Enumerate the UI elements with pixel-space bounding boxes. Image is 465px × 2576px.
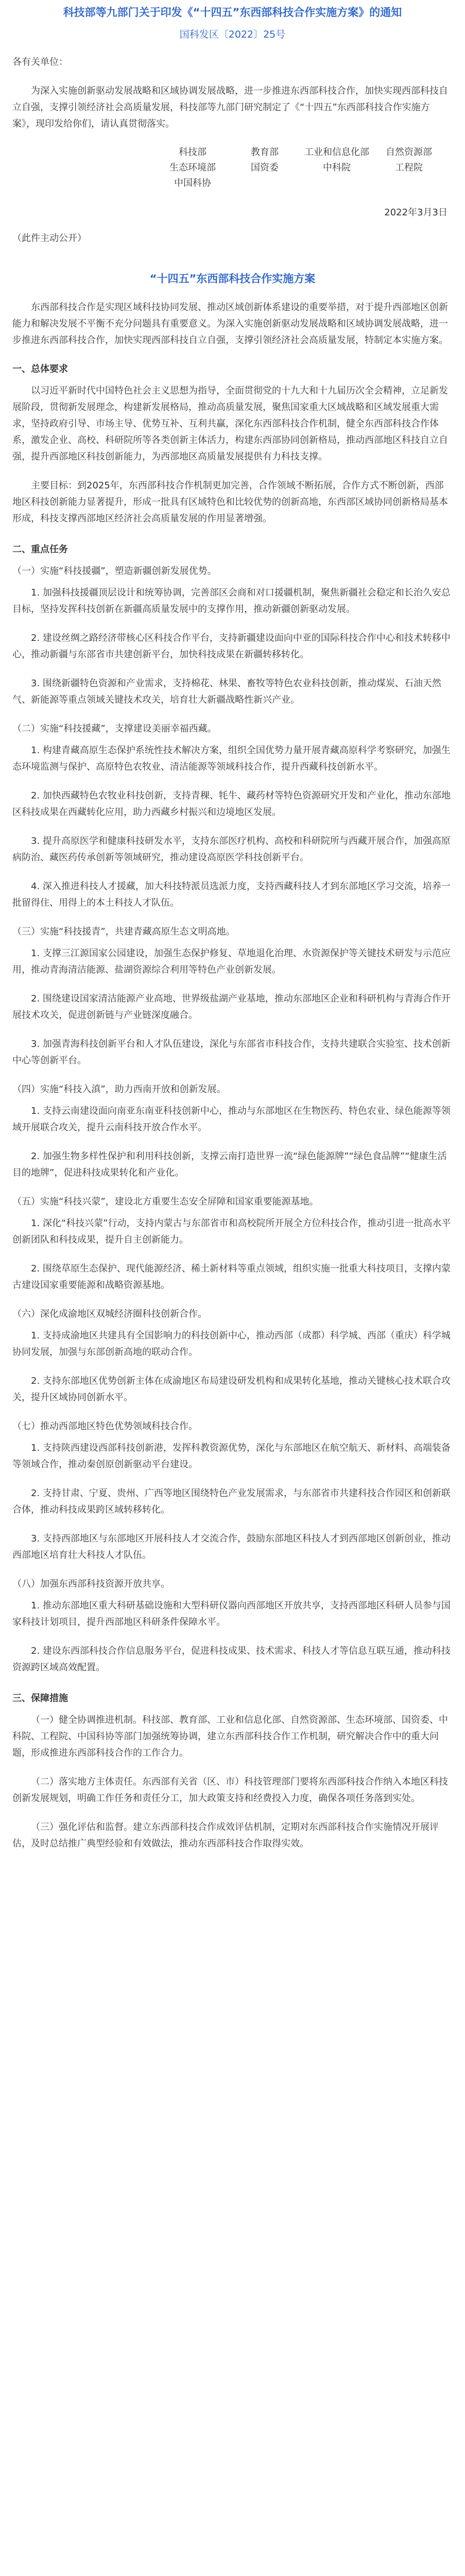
task-item: 1. 支持成渝地区共建具有全国影响力的科技创新中心，推动西部（成都）科学城、西部（重庆）科学城协同发展，加强与东部创新高地的联动合作。 <box>12 1330 451 1358</box>
task-item: 2. 加快西藏特色农牧业科技创新，支持青稞、牦牛、藏药材等特色资源研究开发和产业化，推动东部地区科技成果在西藏转化应用，助力西藏乡村振兴和边境地区发展。 <box>12 790 451 818</box>
notice-page <box>0 4 465 2576</box>
task-group-title: （四）实施“科技入滇”，助力西南开放和创新发展。 <box>12 1084 226 1095</box>
plan-title: “十四五”东西部科技合作实施方案 <box>149 273 316 285</box>
signatory: 教育部 <box>251 147 279 158</box>
signatory: 中国科协 <box>174 178 211 189</box>
task-item: 1. 支持云南建设面向南亚东南亚科技创新中心，推动与东部地区在生物医药、特色农业、绿色能源等领域开展联合攻关，提升云南科技开放合作水平。 <box>12 1106 451 1133</box>
signatory-list <box>157 145 445 191</box>
task-item: 3. 支持西部地区与东部地区开展科技人才交流合作，鼓励东部地区科技人才到西部地区创新创业，推动西部地区培育壮大科技人才队伍。 <box>12 1533 451 1561</box>
task-group-title: （八）加强东西部科技资源开放共享。 <box>12 1579 170 1589</box>
task-item: 1. 支撑三江源国家公园建设，加强生态保护修复、草地退化治理、水资源保护等关键技术研发与示范应用，推动青海清洁能源、盐湖资源综合利用等特色产业创新发展。 <box>12 948 451 975</box>
section-paragraph: （二）落实地方主体责任。东西部有关省（区、市）科技管理部门要将东西部科技合作纳入本地区科技创新发展规划，明确工作任务和责任分工，加大政策支持和经费投入力度，确保各项任务落到实处。 <box>12 1776 448 1804</box>
greeting: 各有关单位： <box>12 57 68 67</box>
task-item: 2. 围绕建设国家清洁能源产业高地、世界级盐湖产业基地，推动东部地区企业和科研机构与青海合作开展技术攻关，促进创新链与产业链深度融合。 <box>12 993 451 1021</box>
task-item: 2. 加强生物多样性保护和利用科技创新，支撑云南打造世界一流“绿色能源牌”“绿色食品牌”“健康生活目的地牌”，促进科技成果转化和产业化。 <box>12 1151 447 1178</box>
section-paragraph: 以习近平新时代中国特色社会主义思想为指导，全面贯彻党的十九大和十九届历次全会精神，立足新发展阶段，贯彻新发展理念，构建新发展格局，推动高质量发展，聚焦国家重大区域战略和区域发展重大需求，坚持政府引导、市场主导、优势互补、互利共赢，深化东西部科技合作机制，健全东西部科技合作体系，激发企业、高校、科研院所等各类创新主体活力，构建东西部协同创新格局，推动西部地区科技自立自强，提升西部地区科技创新能力，为西部地区高质量发展提供有力科技支撑。 <box>12 385 448 462</box>
section-paragraph: （一）健全协调推进机制。科技部、教育部、工业和信息化部、自然资源部、生态环境部、国资委、中科院、工程院、中国科协等部门加强统筹协调，建立东西部科技合作工作机制，研究解决合作中的重大问题，形成推进东西部科技合作的工作合力。 <box>12 1715 448 1758</box>
section-heading: 二、重点任务 <box>12 544 68 555</box>
signatory: 科技部 <box>179 147 206 158</box>
task-item: 4. 深入推进科技人才援藏，加大科技特派员选派力度，支持西藏科技人才到东部地区学习交流，培养一批留得住、用得上的本土科技人才队伍。 <box>12 881 451 908</box>
task-group-title: （七）推动西部地区特色优势领域科技合作。 <box>12 1421 198 1432</box>
section-paragraph: （三）强化评估和监督。建立东西部科技合作成效评估机制，定期对东西部科技合作实施情况开展评估，及时总结推广典型经验和有效做法，推动东西部科技合作取得实效。 <box>12 1822 439 1849</box>
signatory: 工程院 <box>395 162 423 173</box>
task-item: 3. 围绕新疆特色资源和产业需求，支持棉花、林果、畜牧等特色农业科技创新，推动煤炭、石油天然气、新能源等重点领域关键技术攻关，培育壮大新疆战略性新兴产业。 <box>12 678 441 705</box>
task-group-title: （五）实施“科技兴蒙”，建设北方重要生态安全屏障和国家重要能源基地。 <box>12 1196 319 1207</box>
task-item: 2. 建设东西部科技合作信息服务平台，促进科技成果、技术需求、科技人才等信息互联互通，推动科技资源跨区域高效配置。 <box>12 1646 451 1673</box>
section-heading: 三、保障措施 <box>12 1693 68 1704</box>
signatory: 自然资源部 <box>386 147 432 158</box>
task-item: 1. 构建青藏高原生态保护系统性技术解决方案，组织全国优势力量开展青藏高原科学考察研究，加强生态环境监测与保护、高原特色农牧业、清洁能源等领域科技合作，提升西藏科技创新水平。 <box>12 745 451 772</box>
plan-opening: 东西部科技合作是实现区域科技协同发展、推动区域创新体系建设的重要举措，对于提升西部地区创新能力和解决发展不平衡不充分问题具有重要意义。为深入实施创新驱动发展战略和区域协调发展战略，进一步推进东西部科技合作，加快实现西部科技自立自强，支撑引领经济社会高质量发展，特制定本实施方案。 <box>12 302 448 346</box>
task-item: 1. 加强科技援疆顶层设计和统筹协调，完善部区会商和对口援疆机制，聚焦新疆社会稳定和长治久安总目标，坚持发挥科技创新在新疆高质量发展中的支撑作用，推动新疆创新驱动发展。 <box>12 587 451 615</box>
task-group-title: （三）实施“科技援青”，共建青藏高原生态文明高地。 <box>12 926 235 937</box>
section-paragraph: 主要目标：到2025年，东西部科技合作机制更加完善，合作领域不断拓展，合作方式不断创新，西部地区科技创新能力显著提升，形成一批具有区域特色和比较优势的创新高地，东西部区域协同创新格局基本形成，科技支撑西部地区经济社会高质量发展的作用显著增强。 <box>12 480 448 524</box>
task-item: 2. 支持东部地区优势创新主体在成渝地区布局建设研发机构和成果转化基地，推动关键核心技术联合攻关，提升区域协同创新水平。 <box>12 1376 451 1403</box>
signatory: 中科院 <box>323 162 351 173</box>
task-group-title: （六）深化成渝地区双城经济圈科技创新合作。 <box>12 1309 207 1319</box>
intro-paragraph: 为深入实施创新驱动发展战略和区域协调发展战略，进一步推进东西部科技合作，加快实现西部科技自立自强，支撑引领经济社会高质量发展，科技部等九部门研究制定了《“十四五”东西部科技合作实施方案》，现印发给你们，请认真贯彻落实。 <box>12 86 448 129</box>
document-number: 国科发区〔2022〕25号 <box>179 29 286 40</box>
section-general-requirements <box>12 361 453 527</box>
task-group-title: （二）实施“科技援藏”，支撑建设美丽幸福西藏。 <box>12 723 217 734</box>
task-item: 2. 支持甘肃、宁夏、贵州、广西等地区围绕特色产业发展需求，与东部省市共建科技合作园区和创新联合体，推动科技成果跨区域转移转化。 <box>12 1488 451 1515</box>
task-group-title: （一）实施“科技援疆”，塑造新疆创新发展优势。 <box>12 566 217 577</box>
signatory: 生态环境部 <box>169 162 216 173</box>
task-item: 2. 围绕草原生态保护、现代能源经济、稀土新材料等重点领域，组织实施一批重大科技项目，支撑内蒙古建设国家重要能源和战略资源基地。 <box>12 1263 451 1291</box>
issue-date: 2022年3月3日 <box>384 207 447 218</box>
task-item: 1. 推动东部地区重大科研基础设施和大型科研仪器向西部地区开放共享，支持西部地区科研人员参与国家科技计划项目，提升西部地区科研条件保障水平。 <box>12 1600 451 1628</box>
notice-title: 科技部等九部门关于印发《“十四五”东西部科技合作实施方案》的通知 <box>63 6 402 19</box>
section-safeguards <box>12 1690 453 1852</box>
task-item: 1. 支持陕西建设西部科技创新港，发挥科教资源优势，深化与东部地区在航空航天、新材料、高端装备等领域合作，推动秦创原创新驱动平台建设。 <box>12 1443 451 1470</box>
task-item: 2. 建设丝绸之路经济带核心区科技合作平台，支持新疆建设面向中亚的国际科技合作中心和技术转移中心，推动新疆与东部省市共建创新平台，加快科技成果在新疆转移转化。 <box>12 633 451 660</box>
signatory: 工业和信息化部 <box>304 147 369 158</box>
task-item: 3. 提升高原医学和健康科技研发水平，支持东部医疗机构、高校和科研院所与西藏开展合作，加强高原病防治、藏医药传承创新等领域研究，推动建设高原医学科技创新平台。 <box>12 836 451 863</box>
signatory: 国资委 <box>251 162 279 173</box>
section-key-tasks <box>12 541 453 1676</box>
signatory <box>229 176 301 191</box>
section-heading: 一、总体要求 <box>12 364 68 375</box>
disclosure-note: （此件主动公开） <box>12 233 87 244</box>
task-item: 1. 深化“科技兴蒙”行动，支持内蒙古与东部省市和高校院所开展全方位科技合作，推动引进一批高水平创新团队和科技成果，提升自主创新能力。 <box>12 1218 451 1245</box>
task-item: 3. 加强青海科技创新平台和人才队伍建设，深化与东部省市科技合作，支持共建联合实验室、技术创新中心等创新平台。 <box>12 1039 451 1066</box>
